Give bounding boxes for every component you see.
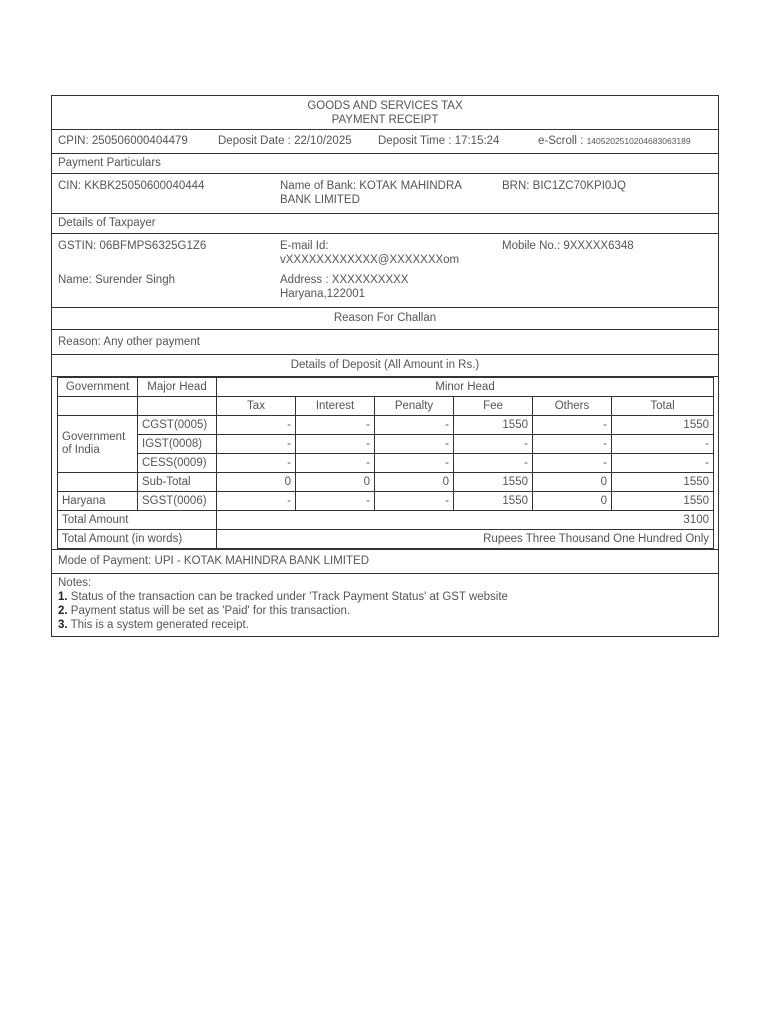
email-value: vXXXXXXXXXXXX@XXXXXXXom: [280, 254, 460, 266]
major-head: CGST(0005): [138, 416, 217, 435]
deposit-date: Deposit Date : 22/10/2025: [218, 135, 352, 147]
title-line-2: PAYMENT RECEIPT: [331, 114, 439, 126]
total-value: -: [612, 435, 714, 454]
taxpayer-heading: Details of Taxpayer: [52, 214, 718, 234]
reason-heading: Reason For Challan: [52, 308, 718, 330]
total-amount-value: 3100: [217, 511, 714, 530]
others-value: 0: [533, 492, 612, 511]
minor-head-header: Minor Head: [217, 378, 714, 397]
table-header-row: [58, 378, 714, 397]
major-head: CESS(0009): [138, 454, 217, 473]
deposit-heading: Details of Deposit (All Amount in Rs.): [52, 355, 718, 377]
escroll-label: e-Scroll :: [538, 135, 584, 147]
tax-value: -: [217, 492, 296, 511]
taxpayer-name: Name: Surender Singh: [58, 274, 175, 286]
title-line-1: GOODS AND SERVICES TAX: [307, 100, 463, 112]
total-in-words-value: Rupees Three Thousand One Hundred Only: [217, 530, 714, 549]
escroll-number: 1405202510204683063189: [586, 136, 691, 146]
address-line-1: Address : XXXXXXXXXX: [280, 274, 409, 286]
fee-value: 1550: [454, 492, 533, 511]
table-row: [58, 416, 714, 435]
others-value: -: [533, 416, 612, 435]
major-head: Sub-Total: [138, 473, 217, 492]
payment-particulars-row: [52, 174, 718, 214]
state-row: [58, 492, 714, 511]
note-text: Status of the transaction can be tracked under 'Track Payment Status' at GST website: [70, 591, 508, 603]
address-line-2: Haryana,122001: [280, 288, 366, 300]
note-number: 3.: [58, 619, 68, 631]
total-value: 1550: [612, 492, 714, 511]
total-amount-row: [58, 511, 714, 530]
deposit-time: Deposit Time : 17:15:24: [378, 135, 500, 147]
fee-header: Fee: [454, 397, 533, 416]
mode-of-payment: Mode of Payment: UPI - KOTAK MAHINDRA BANK LIMITED: [52, 550, 718, 574]
reason: Reason: Any other payment: [52, 330, 718, 355]
note-number: 1.: [58, 591, 68, 603]
fee-value: 1550: [454, 473, 533, 492]
note-item: [58, 590, 712, 604]
receipt-title: [52, 96, 718, 130]
gov-line-1: Government: [62, 431, 126, 443]
escroll: [538, 135, 691, 147]
interest-value: -: [296, 492, 375, 511]
email-label: E-mail Id:: [280, 240, 329, 252]
email: [280, 239, 459, 267]
total-value: -: [612, 454, 714, 473]
others-value: -: [533, 435, 612, 454]
penalty-value: -: [375, 492, 454, 511]
note-item: [58, 604, 712, 618]
tax-value: -: [217, 435, 296, 454]
penalty-value: -: [375, 416, 454, 435]
penalty-value: 0: [375, 473, 454, 492]
major-head: SGST(0006): [138, 492, 217, 511]
total-amount-label: Total Amount: [58, 511, 217, 530]
table-row: [58, 454, 714, 473]
state-government: Haryana: [58, 492, 138, 511]
address: [280, 273, 408, 301]
note-item: [58, 618, 712, 632]
others-value: 0: [533, 473, 612, 492]
penalty-value: -: [375, 435, 454, 454]
others-value: -: [533, 454, 612, 473]
tax-value: -: [217, 416, 296, 435]
brn: BRN: BIC1ZC70KPI0JQ: [502, 180, 626, 192]
receipt-meta-row: [52, 130, 718, 154]
mobile: Mobile No.: 9XXXXX6348: [502, 240, 634, 252]
deposit-table-wrap: [52, 377, 718, 550]
bank-name: [280, 179, 462, 207]
interest-value: 0: [296, 473, 375, 492]
gstin: GSTIN: 06BFMPS6325G1Z6: [58, 240, 207, 252]
table-subheader-row: [58, 397, 714, 416]
notes: [52, 574, 718, 636]
deposit-table: [57, 377, 714, 549]
note-text: Payment status will be set as 'Paid' for this transaction.: [70, 605, 351, 617]
note-text: This is a system generated receipt.: [70, 619, 249, 631]
others-header: Others: [533, 397, 612, 416]
table-row: [58, 435, 714, 454]
penalty-value: -: [375, 454, 454, 473]
notes-title: Notes:: [58, 577, 92, 589]
payment-receipt: [51, 95, 719, 637]
tax-header: Tax: [217, 397, 296, 416]
interest-value: -: [296, 416, 375, 435]
empty-cell: [58, 473, 138, 492]
interest-value: -: [296, 454, 375, 473]
interest-value: -: [296, 435, 375, 454]
payment-particulars-heading: Payment Particulars: [52, 154, 718, 174]
fee-value: 1550: [454, 416, 533, 435]
subtotal-row: [58, 473, 714, 492]
penalty-header: Penalty: [375, 397, 454, 416]
total-in-words-label: Total Amount (in words): [58, 530, 217, 549]
total-header: Total: [612, 397, 714, 416]
total-in-words-row: [58, 530, 714, 549]
bank-name-line-1: Name of Bank: KOTAK MAHINDRA: [280, 180, 462, 192]
fee-value: -: [454, 435, 533, 454]
note-number: 2.: [58, 605, 68, 617]
major-head: IGST(0008): [138, 435, 217, 454]
fee-value: -: [454, 454, 533, 473]
major-head-header: Major Head: [138, 378, 217, 397]
tax-value: 0: [217, 473, 296, 492]
total-value: 1550: [612, 473, 714, 492]
government-of-india: [58, 416, 138, 473]
tax-value: -: [217, 454, 296, 473]
taxpayer-details: [52, 234, 718, 308]
empty-cell: [58, 397, 138, 416]
cpin: CPIN: 250506000404479: [58, 135, 188, 147]
government-header: Government: [58, 378, 138, 397]
cin: CIN: KKBK25050600040444: [58, 180, 205, 192]
gov-line-2: of India: [62, 444, 100, 456]
empty-cell: [138, 397, 217, 416]
total-value: 1550: [612, 416, 714, 435]
bank-name-line-2: BANK LIMITED: [280, 194, 360, 206]
interest-header: Interest: [296, 397, 375, 416]
